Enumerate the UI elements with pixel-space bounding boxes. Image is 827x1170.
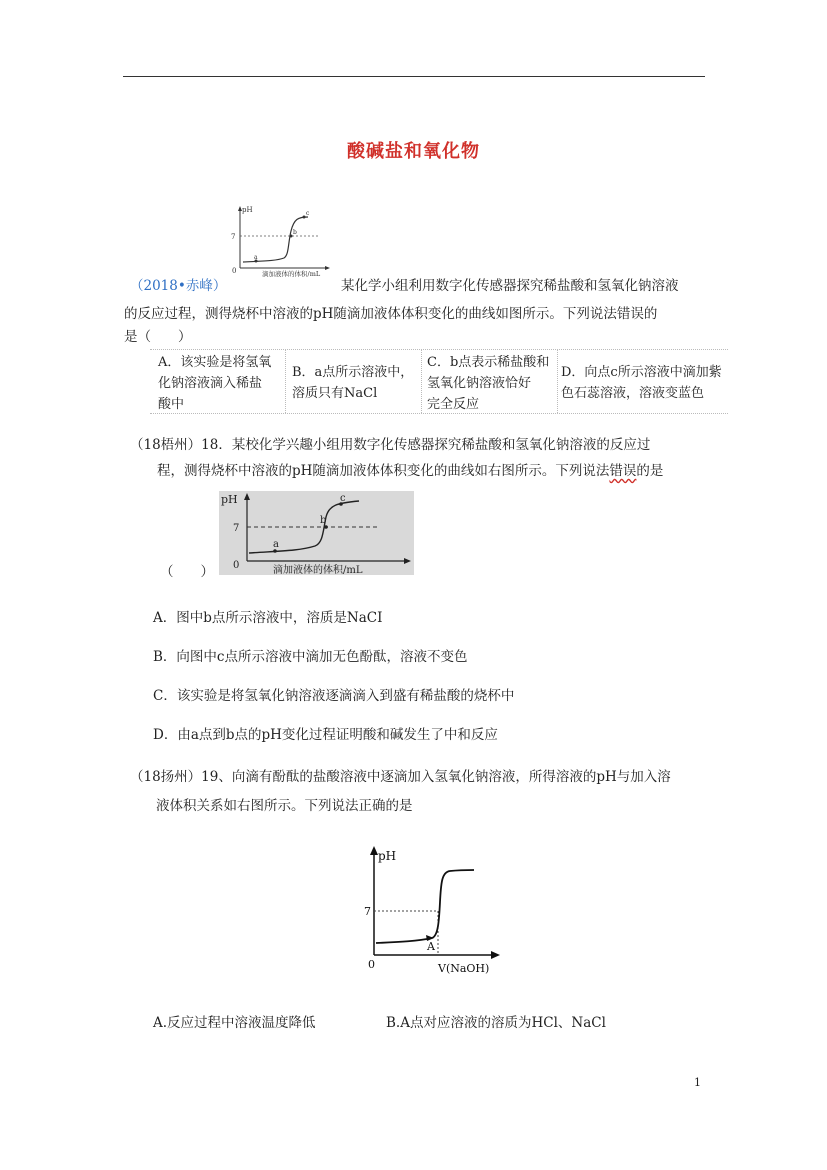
q1-option-b-line: B．a点所示溶液中，: [292, 365, 414, 380]
q2-stem-text: 的是: [636, 463, 664, 479]
q1-graph-origin: 0: [232, 267, 237, 275]
page-number: 1: [694, 1076, 701, 1089]
q1-stem-line-3: 是（ ）: [124, 329, 192, 345]
q3-option-a[interactable]: A.反应过程中溶液温度降低: [153, 1015, 316, 1031]
q1-option-a-line: 酸中: [158, 397, 185, 412]
q1-graph-point-c: c: [306, 210, 310, 217]
q1-graph-tick-7: 7: [231, 233, 236, 241]
q2-graph-x-label: 滴加液体的体积/mL: [273, 565, 363, 575]
q1-options-divider: [285, 349, 286, 413]
q2-graph-point-c: c: [340, 493, 346, 504]
q1-ph-graph: [228, 203, 334, 277]
q1-graph-y-label: pH: [242, 206, 253, 214]
q3-ph-graph: [356, 842, 506, 978]
q2-graph-point-a: a: [273, 539, 279, 550]
q1-option-a[interactable]: [158, 352, 271, 415]
q2-stem-text: 程，测得烧杯中溶液的pH随滴加液体体积变化的曲线如右图所示。下列说法: [157, 463, 610, 479]
q1-options-top-rule: [150, 349, 728, 350]
page-title: 酸碱盐和氧化物: [347, 141, 480, 162]
q2-option-b[interactable]: B．向图中c点所示溶液中滴加无色酚酞，溶液不变色: [153, 649, 468, 665]
q1-stem-line-2: 的反应过程，测得烧杯中溶液的pH随滴加液体体积变化的曲线如图所示。下列说法错误的: [124, 306, 658, 322]
q1-option-b-line: 溶质只有NaCl: [292, 386, 378, 401]
q3-stem-line-2: 液体积关系如右图所示。下列说法正确的是: [156, 798, 413, 814]
q1-graph-point-a: a: [254, 254, 258, 261]
q2-stem-line-2: [157, 459, 663, 479]
q1-option-d-line: 色石蕊溶液，溶液变蓝色: [561, 386, 705, 401]
q1-options-divider: [421, 349, 422, 413]
q3-graph-point-a: A: [427, 940, 435, 953]
q1-source: （2018•赤峰）: [130, 278, 227, 294]
q3-graph-origin: 0: [368, 958, 375, 971]
q3-graph-x-label: V(NaOH): [438, 962, 490, 975]
q3-graph-y-label: pH: [378, 849, 397, 863]
q2-graph-point-b: b: [320, 515, 327, 526]
q1-option-d-line: D．向点c所示溶液中滴加紫: [561, 365, 722, 380]
q3-graph-tick-7: 7: [364, 905, 371, 918]
q1-option-a-line: A．该实验是将氢氧: [158, 355, 272, 370]
q3-option-b[interactable]: B.A点对应溶液的溶质为HCl、NaCl: [386, 1015, 606, 1031]
q1-option-c-line: C．b点表示稀盐酸和: [427, 355, 550, 370]
q1-options-divider: [557, 349, 558, 413]
q2-ph-graph: [219, 491, 414, 575]
q1-option-a-line: 化钠溶液滴入稀盐: [158, 376, 263, 391]
q2-answer-bracket: （ ）: [160, 564, 214, 580]
q2-option-d[interactable]: D．由a点到b点的pH变化过程证明酸和碱发生了中和反应: [153, 727, 498, 743]
q2-option-c[interactable]: C．该实验是将氢氧化钠溶液逐滴滴入到盛有稀盐酸的烧杯中: [153, 688, 515, 704]
q2-graph-tick-7: 7: [233, 523, 240, 534]
q2-graph-y-label: pH: [221, 493, 238, 506]
q1-option-c-line: 完全反应: [427, 397, 480, 412]
q1-option-c[interactable]: [427, 352, 549, 415]
q1-option-c-line: 氢氧化钠溶液恰好: [427, 376, 532, 391]
q1-option-d[interactable]: [561, 362, 722, 404]
q2-option-a[interactable]: A．图中b点所示溶液中，溶质是NaCI: [153, 610, 383, 626]
q3-stem-line-1: （18扬州）19、向滴有酚酞的盐酸溶液中逐滴加入氢氧化钠溶液，所得溶液的pH与加入溶: [130, 769, 671, 785]
q2-graph-origin: 0: [233, 560, 240, 571]
q1-graph-point-b: b: [293, 229, 297, 236]
q1-stem-line-1: 某化学小组利用数字化传感器探究稀盐酸和氢氧化钠溶液: [341, 278, 679, 294]
header-rule: [123, 76, 705, 77]
q2-stem-emphasis: 错误: [609, 463, 637, 479]
q1-graph-x-label: 滴加液体的体积/mL: [262, 270, 321, 277]
q1-option-b[interactable]: [292, 362, 413, 404]
q2-stem-line-1: （18梧州）18．某校化学兴趣小组用数字化传感器探究稀盐酸和氢氧化钠溶液的反应过: [130, 437, 651, 453]
